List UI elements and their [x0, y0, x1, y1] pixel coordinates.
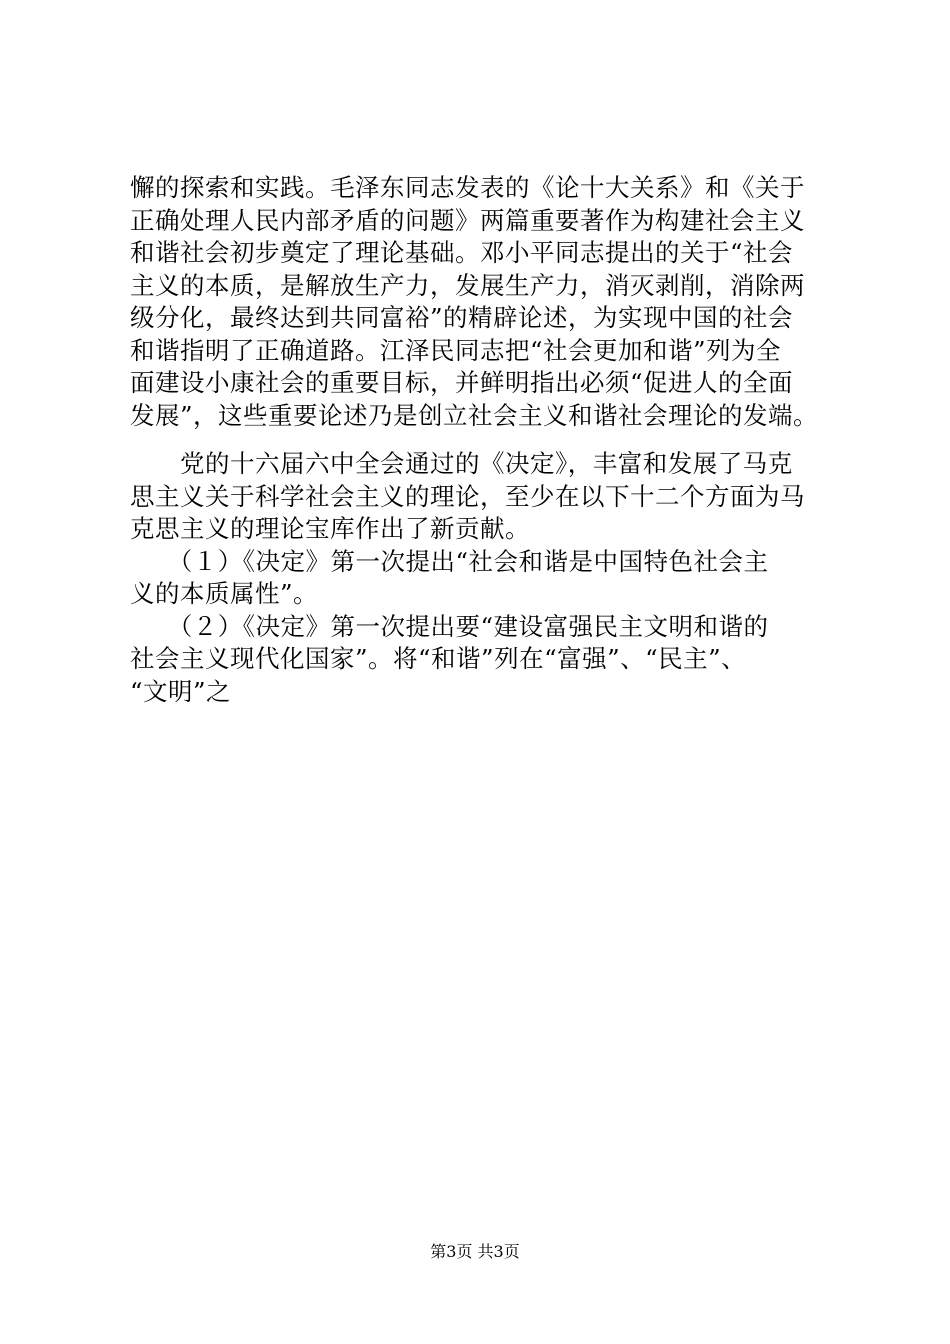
text-line: 正确处理人民内部矛盾的问题》两篇重要著作为构建社会主义: [130, 205, 805, 235]
text-line: （１）《决定》第一次提出“社会和谐是中国特色社会主: [130, 546, 769, 576]
text-line: 和谐社会初步奠定了理论基础。邓小平同志提出的关于“社会: [130, 238, 794, 267]
page-number: 第3页 共3页: [430, 1242, 520, 1261]
paragraph-1: [130, 172, 818, 432]
text-line: 懈的探索和实践。毛泽东同志发表的《论十大关系》和《关于: [130, 173, 805, 202]
text-line: 社会主义现代化国家”。将“和谐”列在“富强”、“民主”、: [130, 644, 747, 673]
text-line: 主义的本质，是解放生产力，发展生产力，消灭剥削，消除两: [130, 270, 805, 300]
paragraph-2: [130, 448, 805, 708]
page-footer: [0, 1242, 950, 1262]
text-line: 级分化，最终达到共同富裕”的精辟论述，为实现中国的社会: [130, 303, 794, 332]
text-line: 义的本质属性”。: [130, 579, 319, 608]
text-line: 和谐指明了正确道路。江泽民同志把“社会更加和谐”列为全: [130, 335, 782, 365]
text-line: “文明”之: [130, 676, 232, 706]
text-line: 克思主义的理论宝库作出了新贡献。: [130, 514, 530, 543]
text-line: （２）《决定》第一次提出要“建设富强民主文明和谐的: [130, 611, 769, 641]
text-line: 思主义关于科学社会主义的理论，至少在以下十二个方面为马: [130, 481, 805, 511]
text-line: 发展”，这些重要论述乃是创立社会主义和谐社会理论的发端。: [130, 400, 819, 430]
text-line: 党的十六届六中全会通过的《决定》，丰富和发展了马克: [130, 449, 793, 478]
text-line: 面建设小康社会的重要目标，并鲜明指出必须“促进人的全面: [130, 368, 794, 397]
